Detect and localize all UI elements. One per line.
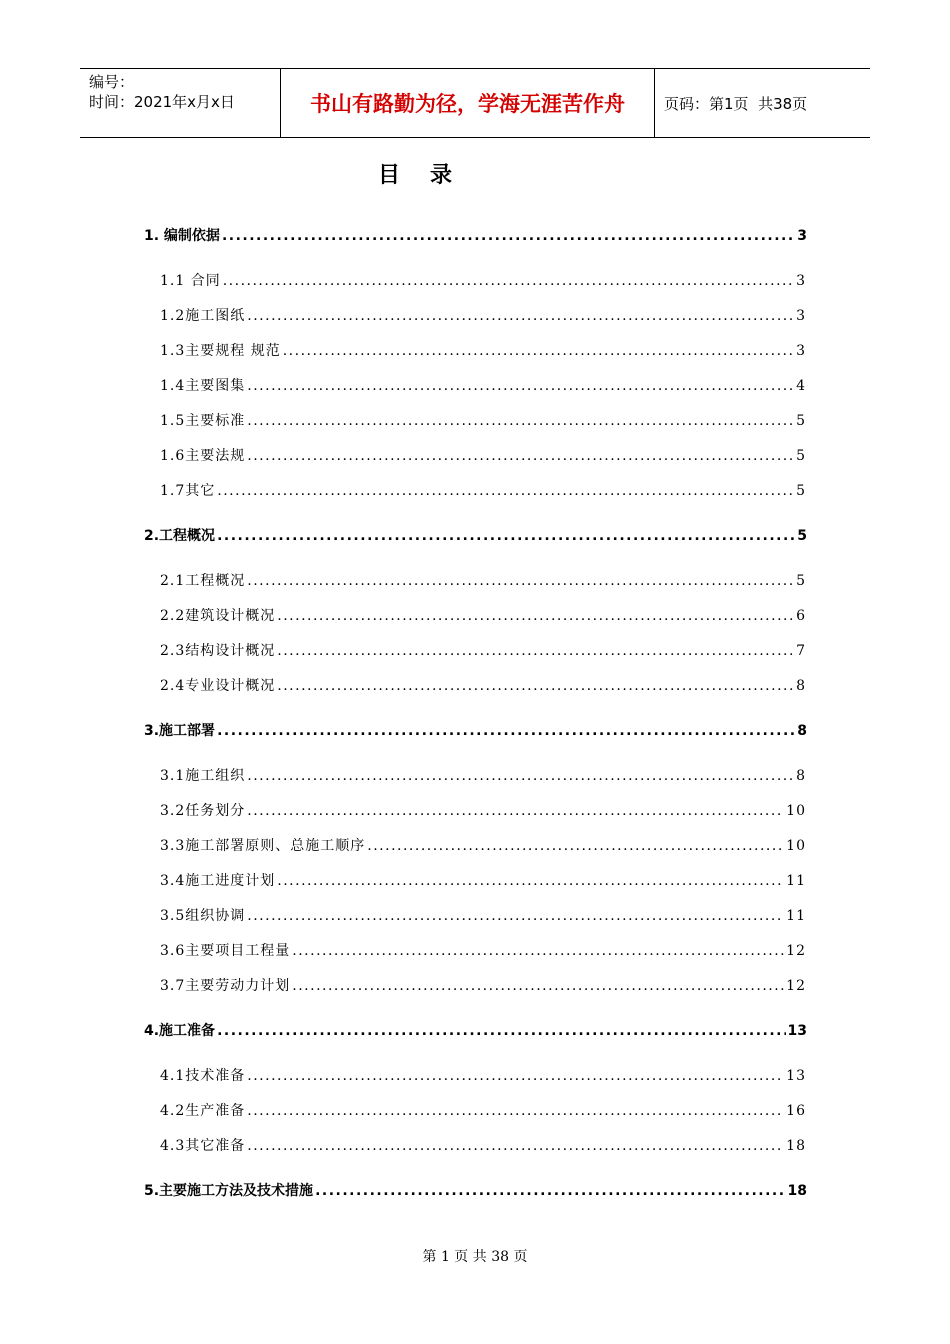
toc-entry-page: 11	[786, 873, 806, 889]
toc-entry-page: 7	[796, 643, 806, 659]
toc-leader-dots	[217, 723, 795, 739]
toc-entry-label: 2.4专业设计概况	[160, 678, 276, 694]
toc-leader-dots	[217, 1023, 785, 1039]
toc-entry[interactable]	[160, 940, 806, 964]
toc-leader-dots	[222, 228, 795, 244]
toc-entry-label: 4.1技术准备	[160, 1068, 246, 1084]
toc-leader-dots	[247, 378, 794, 394]
toc-entry-label: 2.工程概况	[144, 528, 216, 544]
toc-entry-page: 5	[796, 573, 806, 589]
toc-entry-page: 6	[796, 608, 806, 624]
toc-entry-label: 2.2建筑设计概况	[160, 608, 276, 624]
toc-entry[interactable]	[160, 605, 806, 629]
toc-entry-page: 4	[796, 378, 806, 394]
toc-leader-dots	[217, 483, 794, 499]
time-label: 时间：2021年x月x日	[89, 93, 235, 111]
toc-entry-page: 13	[786, 1068, 806, 1084]
toc-entry[interactable]	[160, 675, 806, 699]
toc-leader-dots	[247, 768, 794, 784]
toc-entry[interactable]	[160, 445, 806, 469]
page-footer: 第 1 页 共 38 页	[422, 1249, 528, 1265]
toc-entry-label: 3.4施工进度计划	[160, 873, 276, 889]
toc-entry-label: 1.5主要标准	[160, 413, 246, 429]
toc-entry-page: 11	[786, 908, 806, 924]
toc-entry-page: 3	[796, 343, 806, 359]
toc-entry[interactable]	[144, 225, 807, 249]
toc-leader-dots	[277, 608, 794, 624]
page-title: 目录	[377, 163, 482, 188]
toc-entry[interactable]	[144, 1020, 807, 1044]
toc-entry[interactable]	[160, 480, 806, 504]
toc-entry-page: 16	[786, 1103, 806, 1119]
toc-leader-dots	[247, 308, 794, 324]
toc-entry-page: 12	[786, 943, 806, 959]
toc-entry[interactable]	[160, 410, 806, 434]
toc-leader-dots	[247, 573, 794, 589]
toc-leader-dots	[247, 1138, 784, 1154]
toc-entry[interactable]	[160, 305, 806, 329]
toc-leader-dots	[292, 943, 784, 959]
toc-entry-page: 5	[796, 448, 806, 464]
toc-entry-label: 3.7主要劳动力计划	[160, 978, 291, 994]
toc-entry[interactable]	[160, 340, 806, 364]
header-page-info: 页码：第1页 共38页	[664, 94, 808, 113]
toc-entry-label: 3.施工部署	[144, 723, 216, 739]
toc-leader-dots	[292, 978, 784, 994]
toc-leader-dots	[217, 528, 795, 544]
toc-entry[interactable]	[144, 1180, 807, 1204]
toc-leader-dots	[223, 273, 794, 289]
toc-leader-dots	[247, 803, 784, 819]
toc-entry-label: 3.2任务划分	[160, 803, 246, 819]
toc-entry-page: 18	[787, 1183, 807, 1199]
toc-entry-label: 3.3施工部署原则、总施工顺序	[160, 838, 366, 854]
header-meta-cell	[80, 69, 281, 137]
toc-leader-dots	[247, 1103, 784, 1119]
toc-entry[interactable]	[160, 800, 806, 824]
toc-entry-page: 10	[786, 803, 806, 819]
toc-entry-label: 3.6主要项目工程量	[160, 943, 291, 959]
motto: 书山有路勤为径，学海无涯苦作舟	[281, 69, 655, 137]
toc-entry[interactable]	[160, 1065, 806, 1089]
toc-entry-page: 8	[796, 678, 806, 694]
toc-entry-page: 13	[787, 1023, 807, 1039]
toc-entry[interactable]	[160, 1100, 806, 1124]
toc-entry-label: 4.施工准备	[144, 1023, 216, 1039]
toc-entry[interactable]	[160, 835, 806, 859]
toc-entry[interactable]	[160, 570, 806, 594]
toc-entry-label: 2.3结构设计概况	[160, 643, 276, 659]
toc-entry-label: 4.2生产准备	[160, 1103, 246, 1119]
toc-entry-label: 1.2施工图纸	[160, 308, 246, 324]
toc-entry-page: 3	[797, 228, 807, 244]
toc-entry[interactable]	[160, 270, 806, 294]
toc-entry[interactable]	[160, 1135, 806, 1159]
toc-entry-page: 10	[786, 838, 806, 854]
toc-entry[interactable]	[160, 375, 806, 399]
toc-leader-dots	[283, 343, 794, 359]
number-label: 编号：	[89, 73, 135, 91]
toc-entry-label: 4.3其它准备	[160, 1138, 246, 1154]
toc-leader-dots	[247, 908, 784, 924]
toc-leader-dots	[247, 1068, 784, 1084]
toc-leader-dots	[277, 678, 794, 694]
toc-entry[interactable]	[160, 765, 806, 789]
toc-entry[interactable]	[144, 720, 807, 744]
toc-entry-page: 5	[797, 528, 807, 544]
toc-leader-dots	[277, 873, 784, 889]
toc-entry-label: 1.7其它	[160, 483, 216, 499]
toc-entry-page: 3	[796, 308, 806, 324]
toc-entry[interactable]	[160, 905, 806, 929]
toc-entry-label: 2.1工程概况	[160, 573, 246, 589]
toc-entry-page: 18	[786, 1138, 806, 1154]
toc-entry-page: 8	[796, 768, 806, 784]
document-header	[80, 68, 870, 138]
toc-leader-dots	[247, 448, 794, 464]
toc-entry-label: 1.1 合同	[160, 273, 221, 289]
toc-entry[interactable]	[160, 975, 806, 999]
toc-entry-label: 1. 编制依据	[144, 228, 220, 244]
toc-entry-page: 8	[797, 723, 807, 739]
toc-entry-label: 1.4主要图集	[160, 378, 246, 394]
toc-entry-page: 5	[796, 413, 806, 429]
toc-entry[interactable]	[144, 525, 807, 549]
toc-entry-label: 5.主要施工方法及技术措施	[144, 1183, 314, 1199]
toc-leader-dots	[315, 1183, 785, 1199]
toc-leader-dots	[367, 838, 784, 854]
toc-entry-label: 3.1施工组织	[160, 768, 246, 784]
toc-entry-page: 3	[796, 273, 806, 289]
toc-entry-label: 1.6主要法规	[160, 448, 246, 464]
toc-entry-page: 12	[786, 978, 806, 994]
toc-entry-label: 1.3主要规程 规范	[160, 343, 281, 359]
toc-leader-dots	[247, 413, 794, 429]
toc-leader-dots	[277, 643, 794, 659]
toc-entry[interactable]	[160, 640, 806, 664]
toc-entry[interactable]	[160, 870, 806, 894]
toc-entry-label: 3.5组织协调	[160, 908, 246, 924]
toc-entry-page: 5	[796, 483, 806, 499]
